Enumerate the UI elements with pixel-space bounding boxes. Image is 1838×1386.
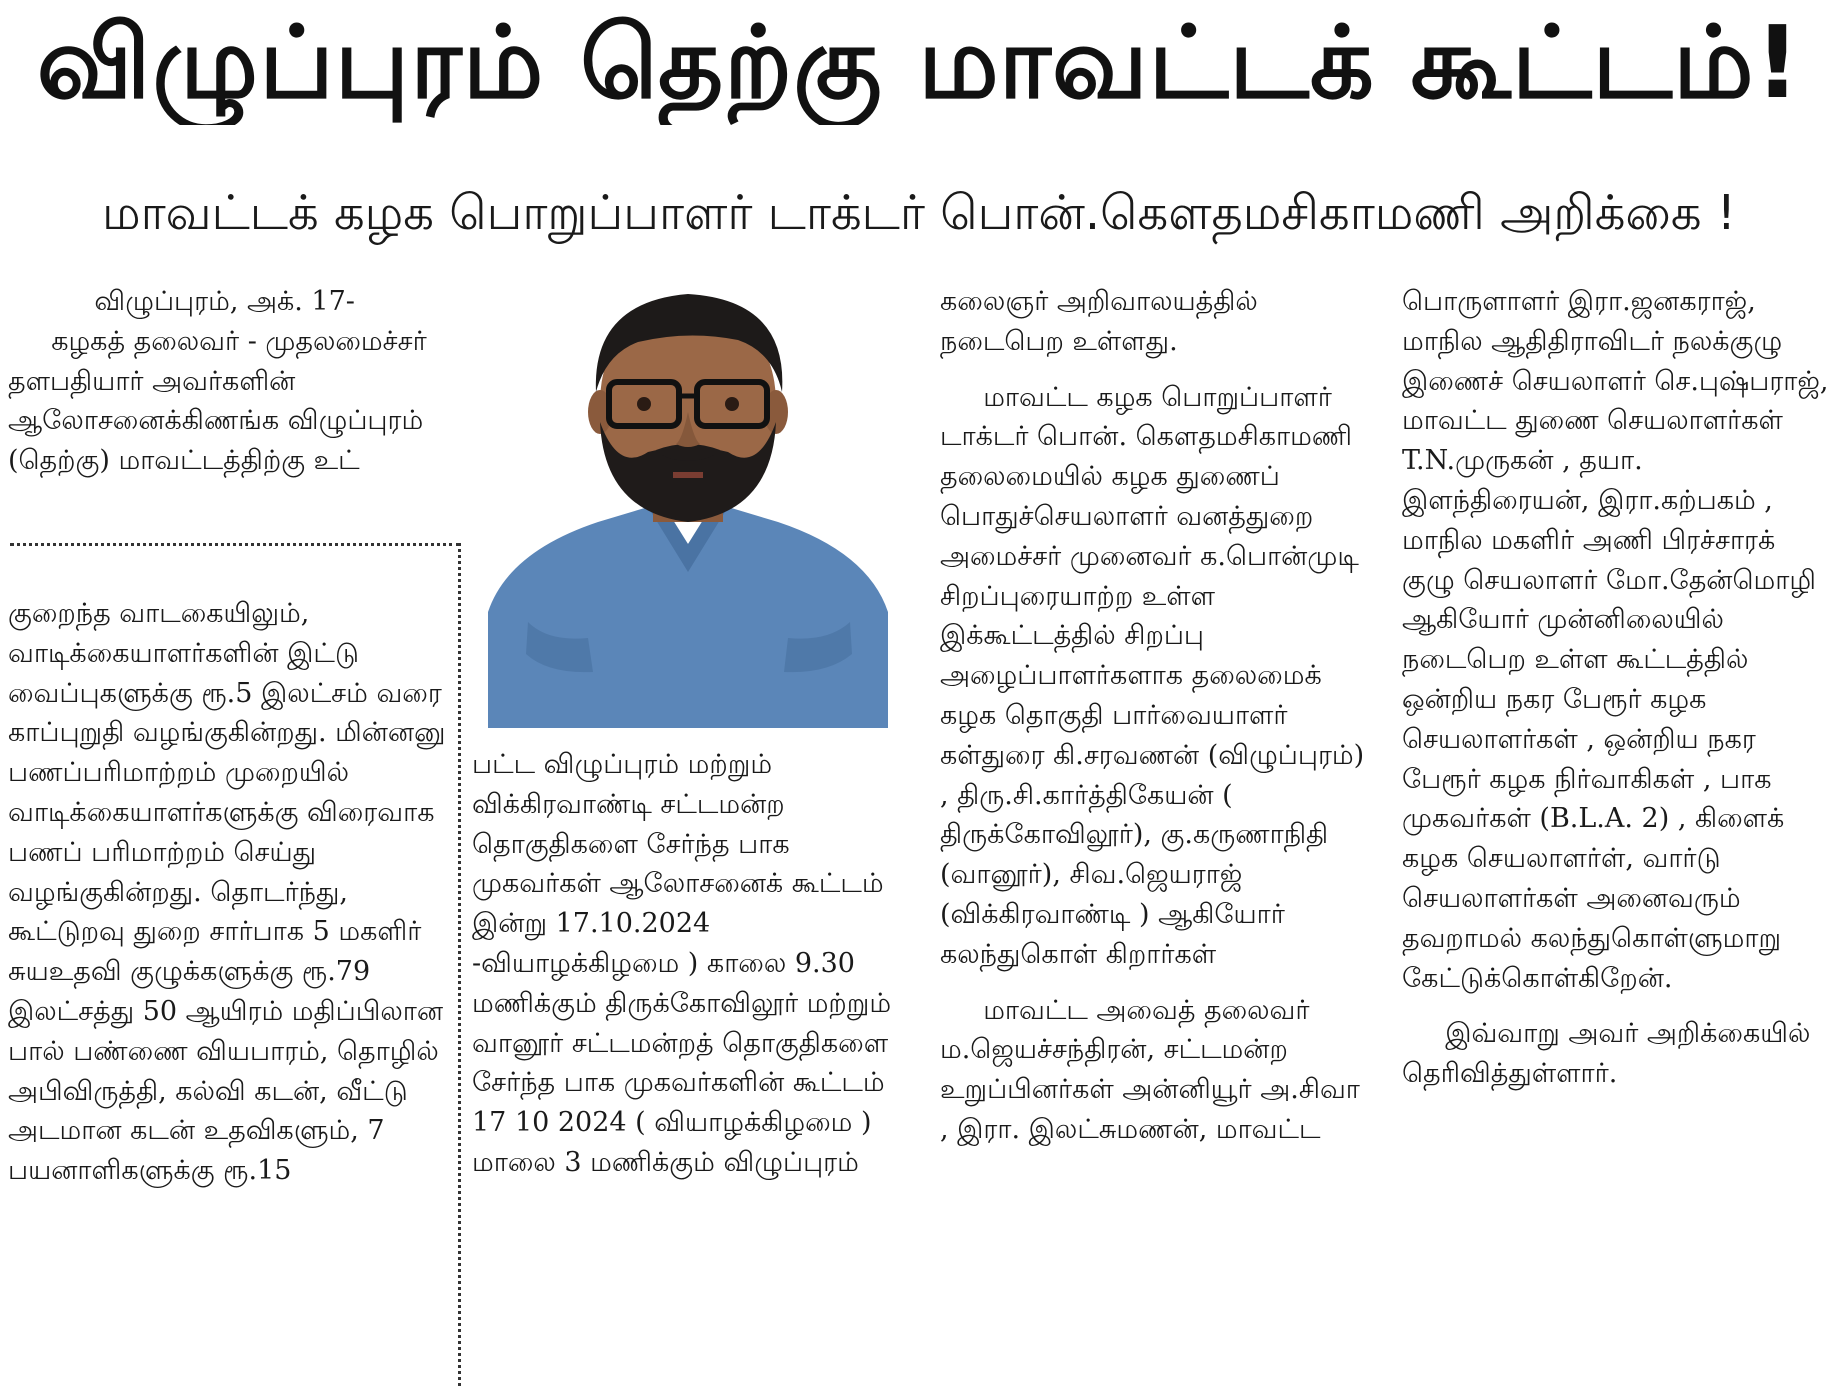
column-divider-horizontal: [10, 543, 460, 546]
article-column-1-bottom: [8, 594, 450, 1386]
column-4-paragraph-2: இவ்வாறு அவர் அறிக்கையில் தெரிவித்துள்ளார்.: [1402, 1018, 1811, 1090]
dateline: விழுப்புரம், அக். 17-: [94, 286, 355, 317]
portrait-photo-icon: [488, 282, 888, 728]
column-divider-vertical: [458, 543, 461, 1386]
column-3-paragraph-2: மாவட்ட கழக பொறுப்பாளர் டாக்டர் பொன். கௌதமசிகாமணி தலைமையில் கழக துணைப் பொதுச்செயலாளர் வனத்துறை அமைச்சர் முனைவர் க.பொன்முடி சிறப்புரையாற்ற உள்ள இக்கூட்டத்தில் சிறப்பு அழைப்பாளர்களாக தலைமைக் கழக தொகுதி பார்வையாளர் கள்துரை கி.சரவணன் (விழுப்புரம்) , திரு.சி.கார்த்திகேயன் ( திருக்கோவிலூர்), கு.கருணாநிதி (வானூர்), சிவ.ஜெயராஜ் (விக்கிரவாண்டி ) ஆகியோர் கலந்துகொள் கிறார்கள்: [940, 381, 1365, 970]
column-4-paragraph-1: பொருளாளர் இரா.ஜனகராஜ், மாநில ஆதிதிராவிடர் நலக்குழு இணைச் செயலாளர் செ.புஷ்பராஜ், மாவட்ட துணை செயலாளர்கள் T.N.முருகன் , தயா. இளந்திரையன், இரா.கற்பகம் , மாநில மகளிர் அணி பிரச்சாரக் குழு செயலாளர் மோ.தேன்மொழி ஆகியோர் முன்னிலையில் நடைபெற உள்ள கூட்டத்தில் ஒன்றிய நகர பேரூர் கழக செயலாளர்கள் , ஒன்றிய நகர பேரூர் கழக நிர்வாகிகள் , பாக முகவர்கள் (B.L.A. 2) , கிளைக் கழக செயலாளர்ள், வார்டு செயலாளர்கள் அனைவரும் தவறாமல் கலந்துகொள்ளுமாறு கேட்டுக்கொள்கிறேன்.: [1402, 286, 1829, 994]
column-3-paragraph-3: மாவட்ட அவைத் தலைவர் ம.ஜெயச்சந்திரன், சட்டமன்ற உறுப்பினர்கள் அன்னியூர் அ.சிவா , இரா. இலட்சுமணன், மாவட்ட: [940, 994, 1360, 1145]
column-1-bottom-paragraph: குறைந்த வாடகையிலும், வாடிக்கையாளர்களின் இட்டு வைப்புகளுக்கு ரூ.5 இலட்சம் வரை காப்புறுதி வழங்குகின்றது. மின்னனு பணப்பரிமாற்றம் முறையில் வாடிக்கையாளர்களுக்கு விரைவாக பணப் பரிமாற்றம் செய்து வழங்குகின்றது. தொடர்ந்து, கூட்டுறவு துறை சார்பாக 5 மகளிர் சுயஉதவி குழுக்களுக்கு ரூ.79 இலட்சத்து 50 ஆயிரம் மதிப்பிலான பால் பண்ணை வியபாரம், தொழில் அபிவிருத்தி, கல்வி கடன், வீட்டு அடமான கடன் உதவிகளும், 7 பயனாளிகளுக்கு ரூ.15: [8, 598, 446, 1187]
article-column-1-top: [8, 282, 450, 481]
column-2-paragraph: பட்ட விழுப்புரம் மற்றும் விக்கிரவாண்டி சட்டமன்ற தொகுதிகளை சேர்ந்த பாக முகவர்கள் ஆலோசனைக் கூட்டம் இன்று 17.10.2024 -வியாழக்கிழமை ) காலை 9.30 மணிக்கும் திருக்கோவிலூர் மற்றும் வானூர் சட்டமன்றத் தொகுதிகளை சேர்ந்த பாக முகவர்களின் கூட்டம் 17 10 2024 ( வியாழக்கிழமை ) மாலை 3 மணிக்கும் விழுப்புரம்: [472, 749, 892, 1178]
column-1-top-paragraph: கழகத் தலைவர் - முதலமைச்சர் தளபதியார் அவர்களின் ஆலோசனைக்கிணங்க விழுப்புரம் (தெற்கு) மாவட்டத்திற்கு உட்: [8, 325, 427, 477]
subheadline: மாவட்டக் கழக பொறுப்பாளர் டாக்டர் பொன்.கௌதமசிகாமணி அறிக்கை !: [101, 185, 1737, 241]
portrait-photo: [488, 282, 888, 728]
article-column-4: [1402, 282, 1832, 1386]
column-3-paragraph-1: கலைஞர் அறிவாலயத்தில் நடைபெற உள்ளது.: [940, 286, 1258, 357]
article-column-2: [472, 745, 914, 1386]
article-column-3: [940, 282, 1368, 1386]
headline: விழுப்புரம் தெற்கு மாவட்டக் கூட்டம்!: [36, 4, 1802, 121]
